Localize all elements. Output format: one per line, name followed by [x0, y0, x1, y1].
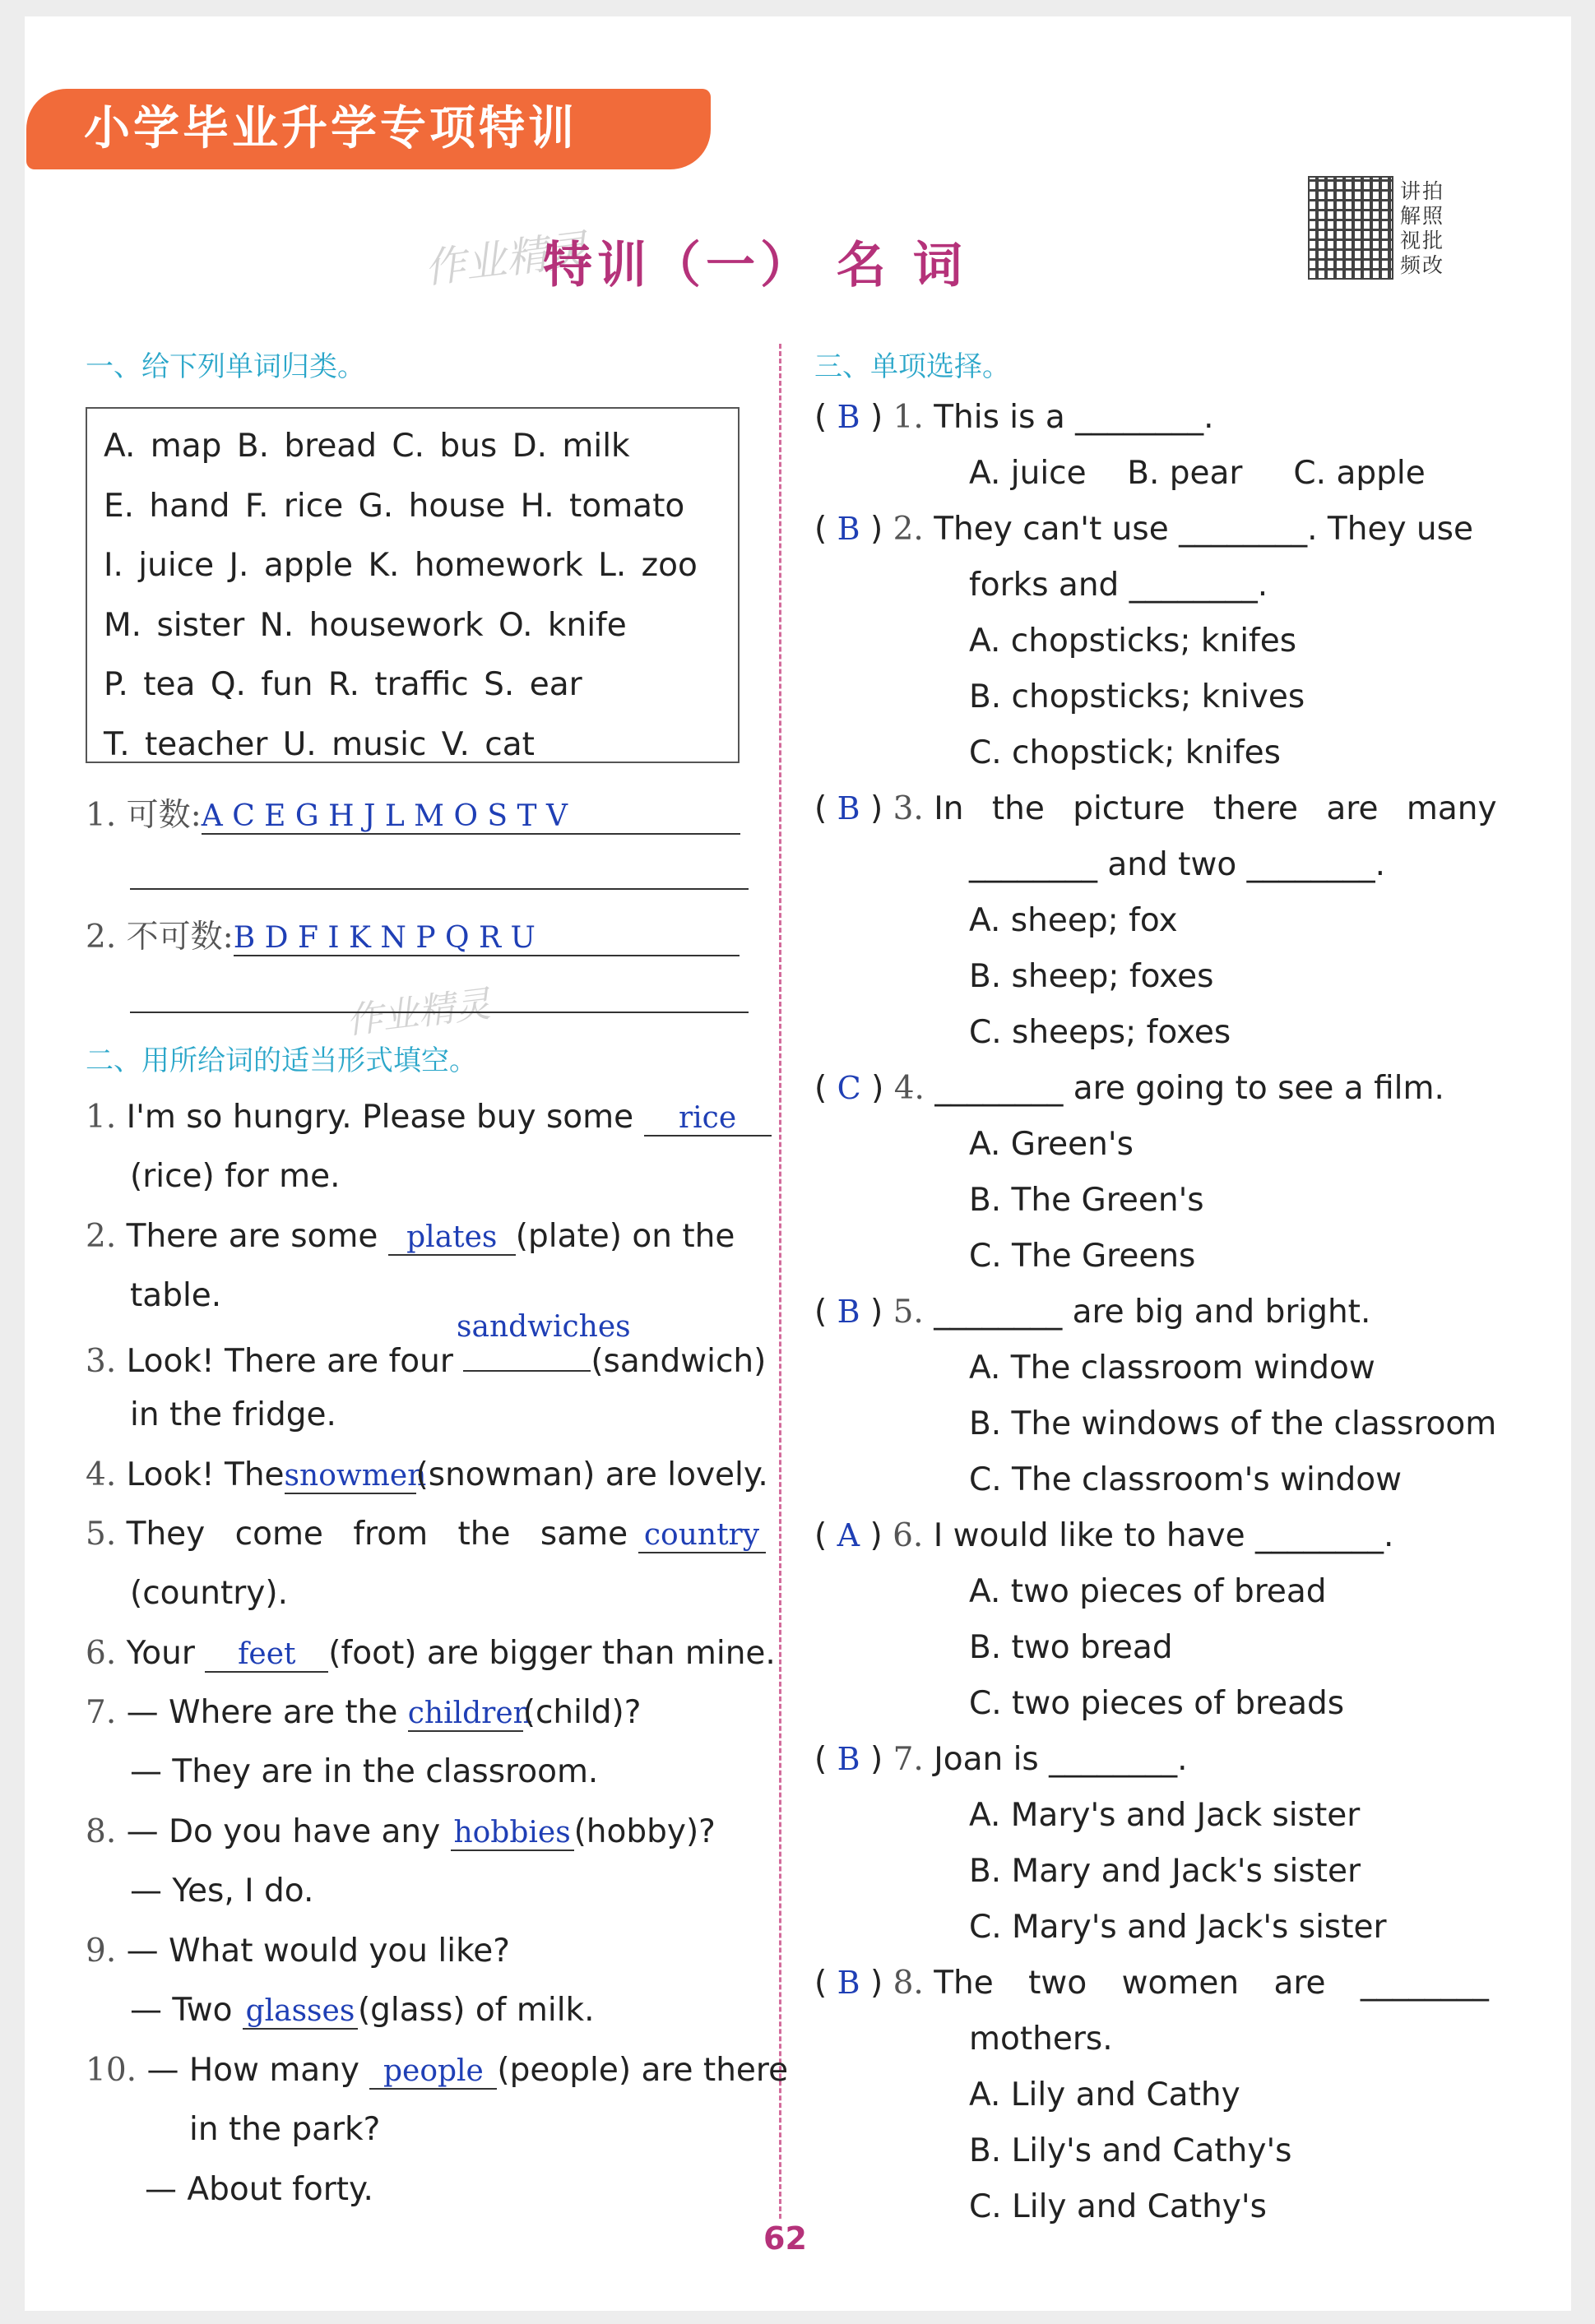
fill-answer[interactable]: glasses [243, 1994, 358, 2030]
mc-answer[interactable]: B [837, 511, 860, 547]
mc-answer[interactable]: A [837, 1517, 860, 1553]
mc-question: ( B ) 3. In the picture there are many [814, 790, 1497, 827]
fill-answer[interactable]: rice [644, 1101, 772, 1137]
mc-option[interactable]: C. The Greens [969, 1238, 1196, 1275]
mc-answer[interactable]: C [837, 1070, 861, 1106]
fill-item: 7. — Where are the children(child)? [86, 1694, 642, 1731]
fill-item: 3. Look! There are four (sandwich) [86, 1337, 766, 1380]
uncountable-line: 2. 不可数:B D F I K N P Q R U [86, 911, 740, 957]
mc-stem-cont: forks and ________. [969, 567, 1268, 604]
fill-item-cont: (country). [130, 1575, 288, 1612]
countable-extra-line [130, 855, 749, 890]
fill-item: 10. — How many people (people) are there [86, 2052, 789, 2089]
mc-option[interactable]: A. Lily and Cathy [969, 2076, 1240, 2113]
mc-answer[interactable]: B [837, 1741, 860, 1777]
mc-question: ( B ) 5. ________ are big and bright. [814, 1294, 1371, 1331]
mc-option[interactable]: A. juice B. pear C. apple [969, 455, 1426, 492]
word-bank-row: A. map B. bread C. bus D. milk [104, 428, 630, 465]
fill-answer[interactable]: people [369, 2054, 497, 2090]
mc-answer[interactable]: B [837, 1294, 860, 1330]
fill-answer-above[interactable]: sandwiches [457, 1310, 631, 1344]
mc-question: ( B ) 8. The two women are ________ [814, 1965, 1489, 2002]
mc-option[interactable]: A. two pieces of bread [969, 1573, 1327, 1610]
fill-item: 9. — What would you like? [86, 1933, 510, 1970]
fill-item-cont: — Two glasses(glass) of milk. [130, 1992, 595, 2029]
mc-option[interactable]: C. chopstick; knifes [969, 734, 1281, 771]
fill-answer[interactable]: country [638, 1518, 766, 1553]
mc-question: ( A ) 6. I would like to have ________. [814, 1517, 1394, 1554]
mc-option[interactable]: C. sheeps; foxes [969, 1014, 1231, 1051]
mc-option[interactable]: A. Green's [969, 1126, 1134, 1163]
column-divider [779, 344, 781, 2219]
fill-item: 6. Your feet (foot) are bigger than mine. [86, 1635, 776, 1672]
mc-option[interactable]: B. sheep; foxes [969, 958, 1214, 995]
mc-option[interactable]: A. sheep; fox [969, 902, 1178, 939]
mc-question: ( B ) 2. They can't use ________. They use [814, 511, 1473, 548]
word-bank-row: T. teacher U. music V. cat [104, 725, 535, 763]
word-bank-row: P. tea Q. fun R. traffic S. ear [104, 666, 582, 703]
qr-code[interactable] [1308, 176, 1393, 280]
fill-blank[interactable] [463, 1337, 591, 1372]
fill-item-cont: in the fridge. [130, 1396, 336, 1433]
fill-item: 4. Look! Thesnowmen(snowman) are lovely. [86, 1456, 768, 1493]
fill-answer[interactable]: hobbies [451, 1816, 574, 1851]
mc-option[interactable]: B. chopsticks; knives [969, 678, 1305, 715]
fill-answer[interactable]: snowmen [284, 1459, 427, 1493]
mc-stem-cont: ________ and two ________. [969, 846, 1386, 883]
fill-item: 2. There are some plates (plate) on the [86, 1218, 735, 1255]
part1-title: 一、给下列单词归类。 [86, 350, 365, 383]
section-title: 特训（一） 名 词 [543, 237, 967, 294]
mc-option[interactable]: C. Mary's and Jack's sister [969, 1909, 1387, 1946]
mc-answer[interactable]: B [837, 790, 860, 826]
mc-option[interactable]: C. Lily and Cathy's [969, 2188, 1267, 2225]
countable-answer[interactable]: A C E G H J L M O S T V [202, 799, 740, 835]
watermark: 作业精灵 [344, 983, 494, 1043]
fill-answer[interactable]: children [407, 1697, 532, 1730]
mc-option[interactable]: C. The classroom's window [969, 1461, 1403, 1498]
mc-option[interactable]: B. The windows of the classroom [969, 1405, 1497, 1442]
fill-item: 5. They come from the same country [86, 1516, 766, 1553]
countable-line: 1. 可数:A C E G H J L M O S T V [86, 789, 740, 836]
word-bank-row: E. hand F. rice G. house H. tomato [104, 487, 685, 525]
mc-option[interactable]: C. two pieces of breads [969, 1685, 1345, 1722]
part3-title: 三、单项选择。 [814, 350, 1010, 383]
mc-option[interactable]: A. Mary's and Jack sister [969, 1797, 1361, 1834]
mc-option[interactable]: B. The Green's [969, 1182, 1204, 1219]
mc-option[interactable]: B. two bread [969, 1629, 1173, 1666]
series-banner: 小学毕业升学专项特训 [26, 89, 711, 169]
mc-answer[interactable]: B [837, 399, 860, 435]
fill-item-cont: — Yes, I do. [130, 1873, 314, 1910]
fill-item-cont: — About forty. [145, 2171, 373, 2208]
word-bank-row: M. sister N. housework O. knife [104, 606, 627, 644]
mc-question: ( C ) 4. ________ are going to see a film. [814, 1070, 1444, 1107]
fill-item-cont: (rice) for me. [130, 1158, 341, 1195]
mc-stem-cont: mothers. [969, 2021, 1113, 2058]
mc-option[interactable]: A. The classroom window [969, 1349, 1375, 1387]
fill-item: 1. I'm so hungry. Please buy some rice [86, 1099, 772, 1137]
mc-answer[interactable]: B [837, 1965, 860, 2001]
mc-option[interactable]: B. Lily's and Cathy's [969, 2132, 1292, 2169]
mc-question: ( B ) 1. This is a ________. [814, 399, 1214, 436]
word-bank [86, 407, 740, 763]
mc-option[interactable]: A. chopsticks; knifes [969, 623, 1297, 660]
fill-item-cont: table. [130, 1277, 222, 1314]
fill-item: 8. — Do you have any hobbies(hobby)? [86, 1813, 716, 1850]
qr-caption: 讲拍 解照 视批 频改 [1400, 179, 1445, 277]
mc-option[interactable]: B. Mary and Jack's sister [969, 1853, 1361, 1890]
mc-question: ( B ) 7. Joan is ________. [814, 1741, 1188, 1778]
page-number: 62 [763, 2220, 807, 2257]
fill-answer[interactable]: feet [205, 1637, 328, 1673]
fill-item-cont: — They are in the classroom. [130, 1753, 599, 1790]
fill-answer[interactable]: plates [388, 1220, 516, 1256]
fill-item-cont: in the park? [189, 2111, 381, 2148]
uncountable-answer[interactable]: B D F I K N P Q R U [234, 921, 740, 956]
word-bank-row: I. juice J. apple K. homework L. zoo [104, 547, 698, 584]
part2-title: 二、用所给词的适当形式填空。 [86, 1044, 477, 1077]
watermark: 作业精灵 [421, 225, 591, 293]
uncountable-extra-line [130, 979, 749, 1013]
